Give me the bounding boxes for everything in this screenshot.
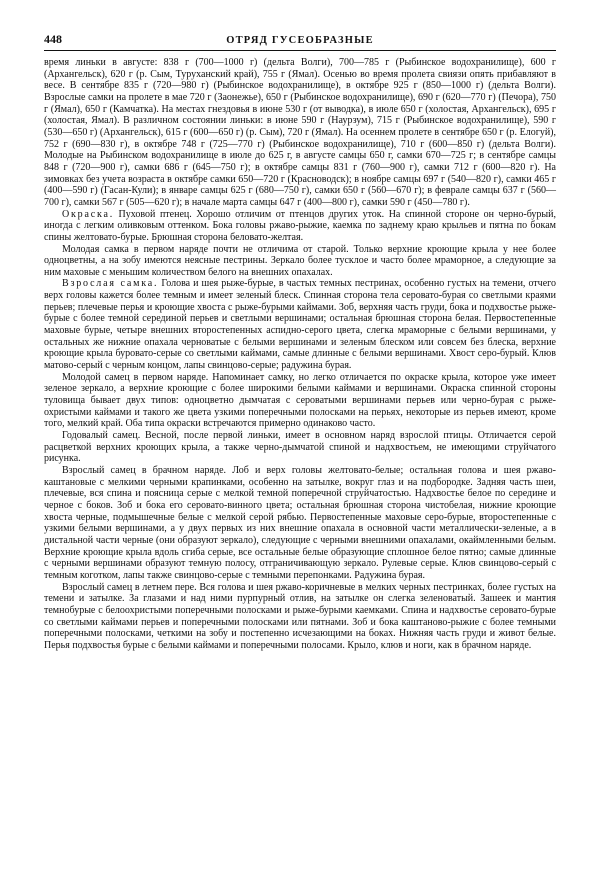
running-title: ОТРЯД ГУСЕОБРАЗНЫЕ: [226, 35, 374, 46]
paragraph-text: Взрослый самец в летнем пере. Вся голова и шея ржаво-коричневые в мелких черных пестринках, более густых на темени и затылке. За глазами и над ними пурпурный отлив, на затылке он слегка зеленоватый. Зашеек и мантия темнобурые с белоохристыми поперечными полосками и рыже-бурыми каемками. Спина и надхвостье серовато-бурые со светлыми каймами перьев и поперечными полосками или пятнами. Зоб и бока каштаново-рыжие с более темными поперечными полосками, четкими на зобу и постепенно исчезающими на боках. Нижняя часть груди и живот белые. Перья подхвостья бурые с белыми каймами и поперечными полосами. Крыло, клюв и ноги, как в брачном наряде.: [44, 581, 556, 651]
body-text: [44, 57, 556, 651]
section-lead: Окраска.: [62, 208, 115, 220]
paragraph-text: время линьки в августе: 838 г (700—1000 г) (дельта Волги), 700—785 г (Рыбинское водохранилище), 600 г (Архангельск), 620 г (р. Сым, Туруханский край), 755 г (Ямал). Осенью во время пролета свиязи опять прибавляют в весе. В сентябре 835 г (720—980 г) (Рыбинское водохранилище), в октябре 925 г (850—1000 г) (дельта Волги). Взрослые самки на пролете в мае 720 г (Заонежье), 650 г (Рыбинское водохранилище), 690 г (620—770 г) (Печора), 750 г (Ямал), 650 г (Камчатка). На местах гнездовья в июне 530 г (от выводка), в июле 650 г (холостая, Архангельск), 695 г (холостая, Ямал). В различном состоянии линьки: в июне 590 г (Наурзум), 715 г (Рыбинское водохранилище), 590 г (530—650 г) (Архангельск), 615 г (600—650 г) (р. Сым), 720 г (Ямал). На осеннем пролете в сентябре 650 г (р. Елогуй), 752 г (690—830 г), в октябре 748 г (725—770 г) (Рыбинское водохранилище), 710 г (600—850 г) (дельта Волги). Молодые на Рыбинском водохранилище в июле до 625 г, в августе самцы 650 г, самки 670—725 г; в сентябре самцы 848 г (720—900 г), самки 686 г (645—750 г); в октябре самцы 831 г (760—900 г), самки 712 г (600—820 г). На зимовках без учета возраста в октябре самки 650—720 г (Красноводск); в ноябре самцы 697 г (540—820 г), самки 465 г (400—590 г) (Гасан-Кули); в январе самцы 625 г (680—750 г), самки 650 г (560—670 г); в феврале самцы 637 г (560—700 г), самки 567 г (505—620 г); в начале марта самцы 647 г (400—800 г), самки 590 г (450—780 г).: [44, 57, 556, 208]
paragraph-text: Взрослый самец в брачном наряде. Лоб и верх головы желтовато-белые; остальная голова и шея ржаво-каштановые с мелкими черными крапинками, особенно на затылке, вокруг глаз и на подбородке. Задняя часть шеи, плечевые, вся спина и поясница серые с мелкой темной поперечной струйчатостью. Надхвостье белое по середине и черное с боков. Зоб и бока его серовато-винного цвета; остальная брюшная сторона чистобелая, нижние кроющие хвоста черные, подмышечные белые с мелкой серой рябью. Первостепенные маховые серо-бурые, второстепенные с узкими белыми вершинами, а у двух первых из них внешние опахала в основной части металлически-зеленые, а в дистальной части черные (они образуют зеркало), следующие с черными внешними опахалами, окаймленными белым. Верхние кроющие крыла вдоль сгиба серые, все остальные белые образующие сплошное белое пятно; самые длинные с черными вершинами образуют темную полосу, отграничивающую зеркало. Рулевые серые. Клюв свинцово-серый с темным коготком, лапы также свинцово-серые с темными перепонками. Радужина бурая.: [44, 464, 556, 581]
paragraph-text: Голова и шея рыже-бурые, в частых темных пестринах, особенно густых на темени, отчего верх головы кажется более темным и имеет зеленый блеск. Спинная сторона тела серовато-бурая со светлыми краями перьев; плечевые перья и кроющие хвоста с рыже-бурыми каймами. Зоб, верхняя часть груди, бока и подхвостье рыже-бурые с более темной серединой перьев и светлыми вершинами; остальная брюшная сторона белая. Первостепенные маховые бурые, четыре внешних второстепенных аспидно-серого цвета, слегка мраморные с белыми вершинами, у остальных же нижние опахала черноватые с белыми вершинами и зеленым блеском или совсем без блеска, верхние кроющие крыла буровато-серые со светлыми каймами, самые длинные с белыми вершинами. Хвост серо-бурый. Клюв матово-серый с черным концом, лапы свинцово-серые; радужина бурая.: [44, 278, 556, 372]
paragraph-text: Молодой самец в первом наряде. Напоминает самку, но легко отличается по окраске крыла, которое уже имеет зеленое зеркало, а верхние кроющие с более широкими белыми каймами и вершинами. Окраска спинной стороны туловища бывает двух типов: одноцветно дымчатая с сероватыми вершинами перьев или черно-бурая с рыже-охристыми каймами и такого же цвета узкими поперечными полосками на перьях, некоторые из перьев имеют, кроме того, мелкий край. Оба типа окраски встречаются примерно одинаково часто.: [44, 371, 556, 430]
paragraph-weights-continued: [44, 57, 556, 209]
paragraph-text: Молодая самка в первом наряде почти не отличима от старой. Только верхние кроющие крыла у нее более одноцветны, а на зобу имеются неясные пестрины. Зеркало более тусклое и часто более мраморное, а следующие за ним маховые с меньшим количеством белого на внешних опахалах.: [44, 243, 556, 278]
paragraph-text: Годовалый самец. Весной, после первой линьки, имеет в основном наряд взрослой птицы. Отличается серой расцветкой верхних кроющих крыла, а также черно-дымчатой спиной и надхвостьем, не имеющими струйчатого рисунка.: [44, 430, 556, 465]
paragraph-adult-male-summer: [44, 582, 556, 652]
paragraph-young-female: [44, 244, 556, 279]
paragraph-yearling-male: [44, 430, 556, 465]
page-header: [44, 32, 556, 51]
paragraph-young-male: [44, 372, 556, 430]
paragraph-text: Пуховой птенец. Хорошо отличим от птенцов других уток. На спинной стороне он черно-бурый, иногда с легким оливковым оттенком. Бока головы ржаво-рыжие, каемка по заднему краю крыльев и пятна по бокам спины желтовато-бурые. Брюшная сторона беловато-желтая.: [44, 208, 556, 243]
paragraph-coloration-downy-chick: [44, 209, 556, 244]
paragraph-adult-female: [44, 278, 556, 371]
page-number: 448: [44, 32, 62, 46]
paragraph-adult-male-breeding: [44, 465, 556, 582]
section-lead: Взрослая самка.: [62, 278, 159, 290]
